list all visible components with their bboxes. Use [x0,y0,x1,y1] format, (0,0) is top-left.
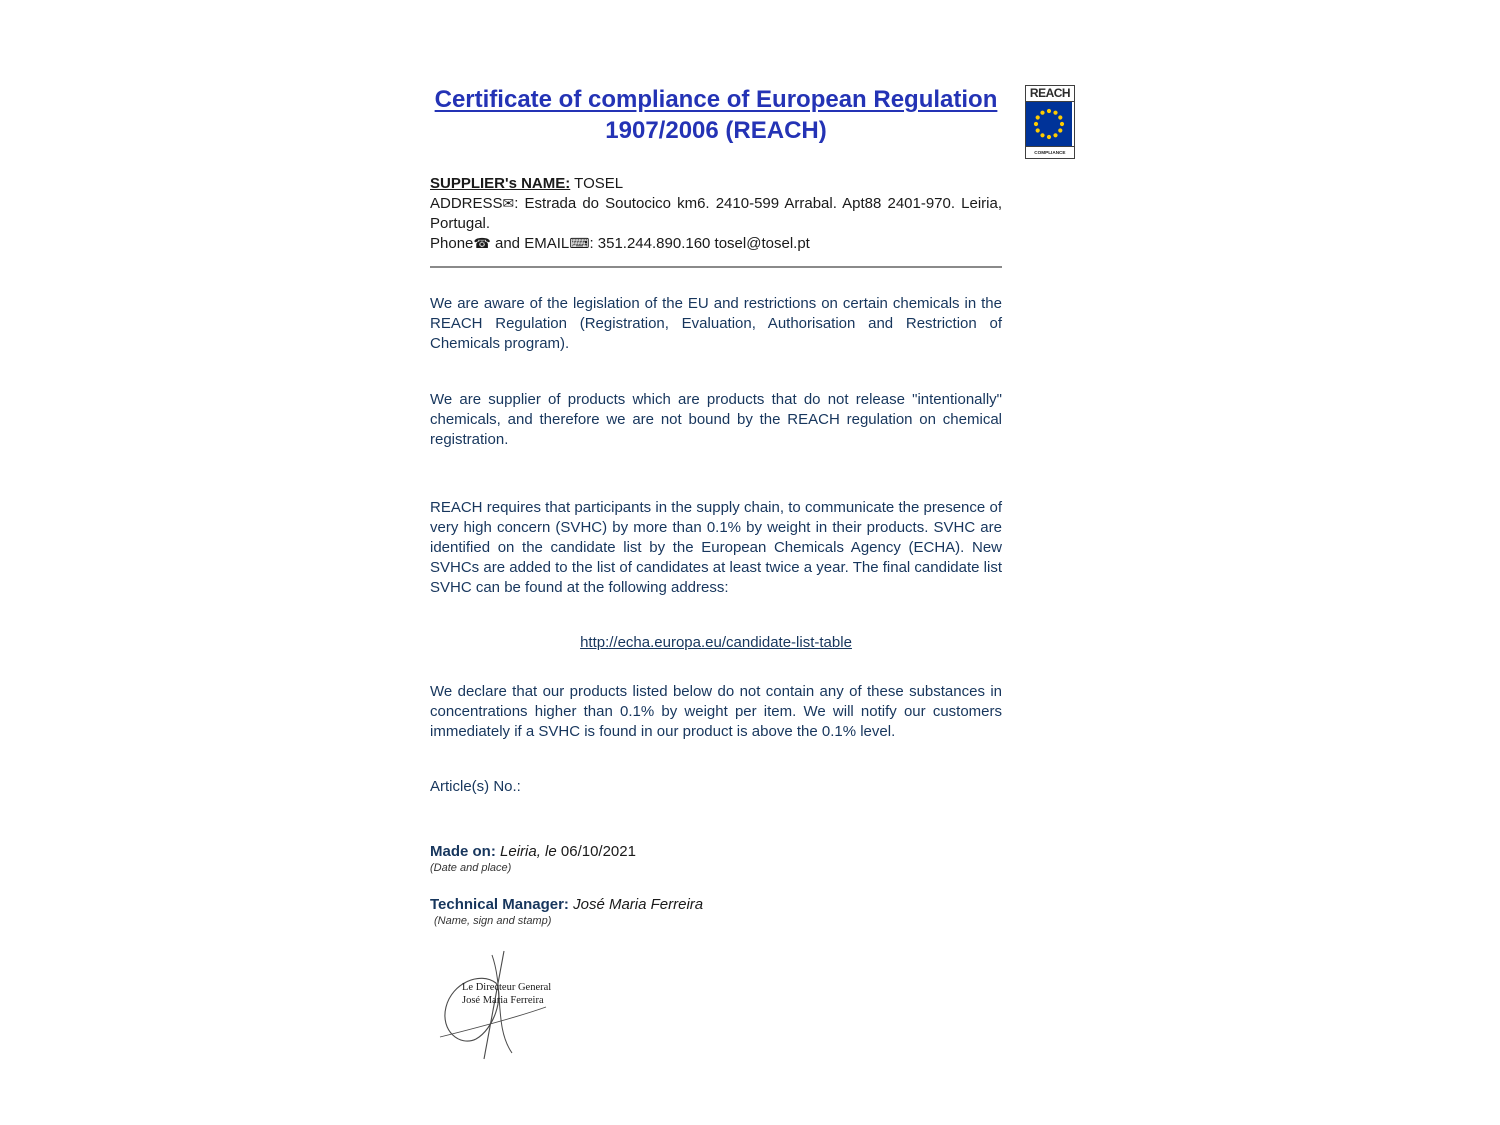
address-value: : Estrada do Soutocico km6. 2410-599 Arrabal. Apt88 2401-970. Leiria, Portugal. [430,195,1002,232]
email-label: and EMAIL [490,235,570,252]
made-on-place: Leiria, le [500,843,557,860]
reach-logo-text: REACH [1026,86,1074,102]
supplier-contact-line [430,234,1002,254]
name-sign-note: (Name, sign and stamp) [434,915,552,927]
signature-stamp-line-2: José Maria Ferreira [462,995,544,1006]
signature-stamp-line-1: Le Directeur General [462,982,552,993]
reach-logo-compliance-box [1026,146,1074,158]
candidate-list-link-row [430,634,1002,652]
title-line-2: 1907/2006 (REACH) [605,117,827,144]
reach-compliance-logo [1025,85,1075,159]
supplier-address-line [430,194,1002,234]
made-on-date: 06/10/2021 [560,843,636,860]
technical-manager-line [430,896,1002,913]
certificate-document [430,84,1002,1064]
phone-label: Phone [430,235,474,252]
supplier-name-line [430,174,1002,194]
para-supplier-statement: We are supplier of products which are products that do not release "intentionally" chemicals, and therefore we are not bound by the REACH regulation on chemical registration. [430,391,1002,448]
para-reach-awareness: We are aware of the legislation of the EU and restrictions on certain chemicals in the REACH Regulation (Registration, Evaluation, Authorisation and Restriction of Chemicals program). [430,295,1002,352]
para-declaration: We declare that our products listed below do not contain any of these substances in concentrations higher than 0.1% by weight per item. We will notify our customers immediately if a SVHC is found in our product is above the 0.1% level. [430,683,1002,740]
signature [432,949,592,1064]
para-svhc-requirements: REACH requires that participants in the supply chain, to communicate the presence of very high concern (SVHC) by more than 0.1% by weight in their products. SVHC are identified on the candidate list by the European Chemicals Agency (ECHA). New SVHCs are added to the list of candidates at least twice a year. The final candidate list SVHC can be found at the following address: [430,499,1002,596]
address-label: ADDRESS [430,195,503,212]
eu-flag-icon [1026,102,1074,146]
technical-manager-label: Technical Manager: [430,896,569,913]
candidate-list-link[interactable]: http://echa.europa.eu/candidate-list-table [580,634,852,651]
supplier-name-label: SUPPLIER's NAME: [430,175,571,192]
telephone-icon: ☎ [473,236,491,252]
compliance-text: COMPLIANCE [1034,149,1066,156]
article-number-label: Article(s) No.: [430,778,521,795]
technical-manager-name: José Maria Ferreira [573,896,704,913]
divider [430,266,1002,268]
document-title [430,84,1002,146]
title-line-1: Certificate of compliance of European Regulation [434,86,998,113]
computer-icon: ⌨ [569,236,590,252]
made-on-line [430,843,1002,860]
made-on-label: Made on: [430,843,496,860]
envelope-icon: ✉ [502,196,515,212]
supplier-name-value: TOSEL [574,175,624,192]
date-place-note: (Date and place) [430,862,512,874]
contact-value: : 351.244.890.160 tosel@tosel.pt [589,235,810,252]
signature-stamp-text [462,981,551,1007]
supplier-info [430,174,1002,254]
